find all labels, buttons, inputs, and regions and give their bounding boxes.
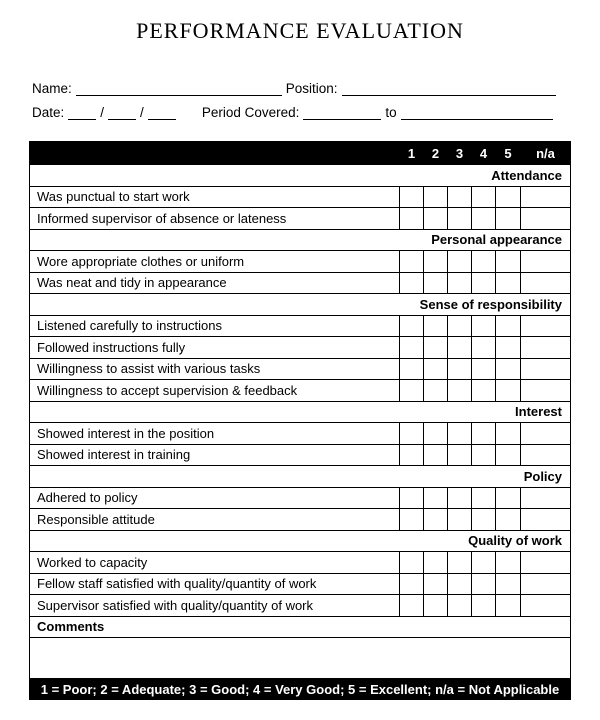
criterion-label: Showed interest in the position — [30, 423, 400, 445]
rating-cell[interactable] — [496, 509, 521, 531]
rating-cell[interactable] — [496, 595, 521, 617]
rating-header: 4 — [472, 142, 496, 165]
rating-cell[interactable] — [496, 552, 521, 574]
rating-cell[interactable] — [472, 552, 496, 574]
period-label: Period Covered: — [201, 105, 300, 120]
section-row — [30, 294, 571, 316]
section-title: Attendance — [30, 165, 571, 187]
rating-cell[interactable] — [496, 251, 521, 273]
rating-cell[interactable] — [424, 380, 448, 402]
rating-cell[interactable] — [496, 208, 521, 230]
criterion-row — [30, 337, 571, 359]
rating-cell[interactable] — [496, 380, 521, 402]
criterion-row — [30, 358, 571, 380]
header-blank — [30, 142, 400, 165]
rating-cell[interactable] — [400, 595, 424, 617]
rating-header: 5 — [496, 142, 521, 165]
section-row — [30, 401, 571, 423]
rating-header: n/a — [521, 142, 571, 165]
rating-cell[interactable] — [448, 444, 472, 466]
period-to-label: to — [385, 105, 397, 120]
criterion-row — [30, 208, 571, 230]
rating-cell[interactable] — [400, 380, 424, 402]
rating-cell[interactable] — [400, 552, 424, 574]
rating-header: 3 — [448, 142, 472, 165]
rating-cell[interactable] — [448, 423, 472, 445]
rating-cell[interactable] — [448, 337, 472, 359]
rating-cell[interactable] — [496, 444, 521, 466]
name-label: Name: — [32, 81, 72, 96]
rating-cell[interactable] — [521, 573, 571, 595]
criterion-row — [30, 595, 571, 617]
rating-cell[interactable] — [448, 251, 472, 273]
page-title: PERFORMANCE EVALUATION — [136, 18, 464, 43]
rating-cell[interactable] — [448, 272, 472, 294]
rating-cell[interactable] — [448, 595, 472, 617]
date-month-field[interactable] — [68, 105, 96, 120]
comments-row — [30, 616, 571, 638]
section-row — [30, 466, 571, 488]
rating-cell[interactable] — [448, 487, 472, 509]
rating-cell[interactable] — [400, 186, 424, 208]
rating-cell[interactable] — [448, 358, 472, 380]
criterion-label: Was punctual to start work — [30, 186, 400, 208]
criterion-label: Wore appropriate clothes or uniform — [30, 251, 400, 273]
criterion-label: Listened carefully to instructions — [30, 315, 400, 337]
comments-area[interactable] — [30, 638, 571, 679]
rating-header-row — [30, 142, 571, 165]
date-period-row — [32, 100, 557, 120]
criterion-label: Willingness to assist with various tasks — [30, 358, 400, 380]
rating-cell[interactable] — [521, 272, 571, 294]
rating-cell[interactable] — [521, 186, 571, 208]
rating-cell[interactable] — [400, 423, 424, 445]
name-position-row — [32, 76, 560, 96]
section-title: Personal appearance — [30, 229, 571, 251]
criterion-label: Adhered to policy — [30, 487, 400, 509]
rating-cell[interactable] — [521, 595, 571, 617]
legend-row — [30, 679, 571, 700]
date-separator: / — [140, 105, 144, 120]
rating-cell[interactable] — [424, 272, 448, 294]
rating-cell[interactable] — [472, 573, 496, 595]
rating-cell[interactable] — [521, 509, 571, 531]
section-row — [30, 530, 571, 552]
rating-cell[interactable] — [448, 552, 472, 574]
rating-cell[interactable] — [424, 444, 448, 466]
rating-cell[interactable] — [448, 186, 472, 208]
rating-cell[interactable] — [496, 573, 521, 595]
rating-cell[interactable] — [472, 509, 496, 531]
rating-cell[interactable] — [496, 358, 521, 380]
criterion-row — [30, 251, 571, 273]
criterion-label: Willingness to accept supervision & feedback — [30, 380, 400, 402]
criterion-row — [30, 315, 571, 337]
rating-cell[interactable] — [400, 358, 424, 380]
date-separator: / — [100, 105, 105, 120]
section-title: Quality of work — [30, 530, 571, 552]
rating-cell[interactable] — [472, 272, 496, 294]
rating-cell[interactable] — [521, 358, 571, 380]
rating-cell[interactable] — [472, 423, 496, 445]
rating-cell[interactable] — [521, 423, 571, 445]
rating-cell[interactable] — [472, 444, 496, 466]
rating-cell[interactable] — [424, 358, 448, 380]
rating-cell[interactable] — [472, 315, 496, 337]
rating-cell[interactable] — [424, 315, 448, 337]
rating-cell[interactable] — [448, 208, 472, 230]
rating-cell[interactable] — [496, 423, 521, 445]
criterion-label: Worked to capacity — [30, 552, 400, 574]
rating-cell[interactable] — [521, 487, 571, 509]
rating-cell[interactable] — [400, 272, 424, 294]
criterion-label: Supervisor satisfied with quality/quantity of work — [30, 595, 400, 617]
rating-cell[interactable] — [472, 208, 496, 230]
rating-cell[interactable] — [472, 251, 496, 273]
rating-cell[interactable] — [448, 315, 472, 337]
rating-cell[interactable] — [424, 186, 448, 208]
date-year-field[interactable] — [148, 105, 176, 120]
criterion-row — [30, 380, 571, 402]
criterion-label: Informed supervisor of absence or lateness — [30, 208, 400, 230]
rating-header: 2 — [424, 142, 448, 165]
rating-cell[interactable] — [424, 423, 448, 445]
date-day-field[interactable] — [108, 105, 136, 120]
rating-cell[interactable] — [424, 487, 448, 509]
rating-cell[interactable] — [472, 186, 496, 208]
criterion-label: Showed interest in training — [30, 444, 400, 466]
rating-header: 1 — [400, 142, 424, 165]
criterion-row — [30, 423, 571, 445]
rating-cell[interactable] — [400, 509, 424, 531]
rating-cell[interactable] — [472, 358, 496, 380]
rating-cell[interactable] — [472, 487, 496, 509]
rating-cell[interactable] — [448, 573, 472, 595]
rating-cell[interactable] — [448, 509, 472, 531]
rating-cell[interactable] — [521, 552, 571, 574]
rating-cell[interactable] — [521, 208, 571, 230]
criterion-row — [30, 487, 571, 509]
comments-label: Comments — [30, 616, 571, 638]
rating-cell[interactable] — [424, 595, 448, 617]
rating-cell[interactable] — [521, 315, 571, 337]
period-end-field[interactable] — [401, 105, 553, 120]
rating-cell[interactable] — [496, 487, 521, 509]
evaluation-table — [29, 141, 571, 700]
rating-cell[interactable] — [496, 272, 521, 294]
section-row — [30, 165, 571, 187]
comments-area-row — [30, 638, 571, 679]
criterion-label: Fellow staff satisfied with quality/quantity of work — [30, 573, 400, 595]
date-label: Date: — [32, 105, 65, 120]
position-label: Position: — [285, 81, 338, 96]
rating-cell[interactable] — [400, 315, 424, 337]
criterion-row — [30, 509, 571, 531]
position-field[interactable] — [342, 81, 556, 96]
rating-cell[interactable] — [400, 251, 424, 273]
rating-cell[interactable] — [400, 444, 424, 466]
criterion-row — [30, 573, 571, 595]
rating-cell[interactable] — [424, 509, 448, 531]
rating-cell[interactable] — [424, 552, 448, 574]
rating-cell[interactable] — [472, 380, 496, 402]
rating-cell[interactable] — [472, 595, 496, 617]
period-start-field[interactable] — [303, 105, 381, 120]
rating-cell[interactable] — [496, 315, 521, 337]
rating-cell[interactable] — [496, 186, 521, 208]
section-title: Sense of responsibility — [30, 294, 571, 316]
rating-cell[interactable] — [521, 337, 571, 359]
section-title: Policy — [30, 466, 571, 488]
criterion-row — [30, 186, 571, 208]
rating-cell[interactable] — [400, 573, 424, 595]
criterion-row — [30, 272, 571, 294]
rating-cell[interactable] — [472, 337, 496, 359]
criterion-label: Was neat and tidy in appearance — [30, 272, 400, 294]
rating-cell[interactable] — [521, 251, 571, 273]
rating-cell[interactable] — [400, 487, 424, 509]
criterion-label: Followed instructions fully — [30, 337, 400, 359]
rating-cell[interactable] — [400, 337, 424, 359]
rating-cell[interactable] — [424, 251, 448, 273]
rating-cell[interactable] — [521, 380, 571, 402]
rating-cell[interactable] — [424, 208, 448, 230]
name-field[interactable] — [76, 81, 282, 96]
rating-cell[interactable] — [424, 573, 448, 595]
section-row — [30, 229, 571, 251]
section-title: Interest — [30, 401, 571, 423]
rating-cell[interactable] — [424, 337, 448, 359]
criterion-row — [30, 552, 571, 574]
criterion-label: Responsible attitude — [30, 509, 400, 531]
rating-cell[interactable] — [496, 337, 521, 359]
rating-legend: 1 = Poor; 2 = Adequate; 3 = Good; 4 = Very Good; 5 = Excellent; n/a = Not Applicable — [30, 679, 571, 700]
criterion-row — [30, 444, 571, 466]
rating-cell[interactable] — [521, 444, 571, 466]
rating-cell[interactable] — [400, 208, 424, 230]
rating-cell[interactable] — [448, 380, 472, 402]
